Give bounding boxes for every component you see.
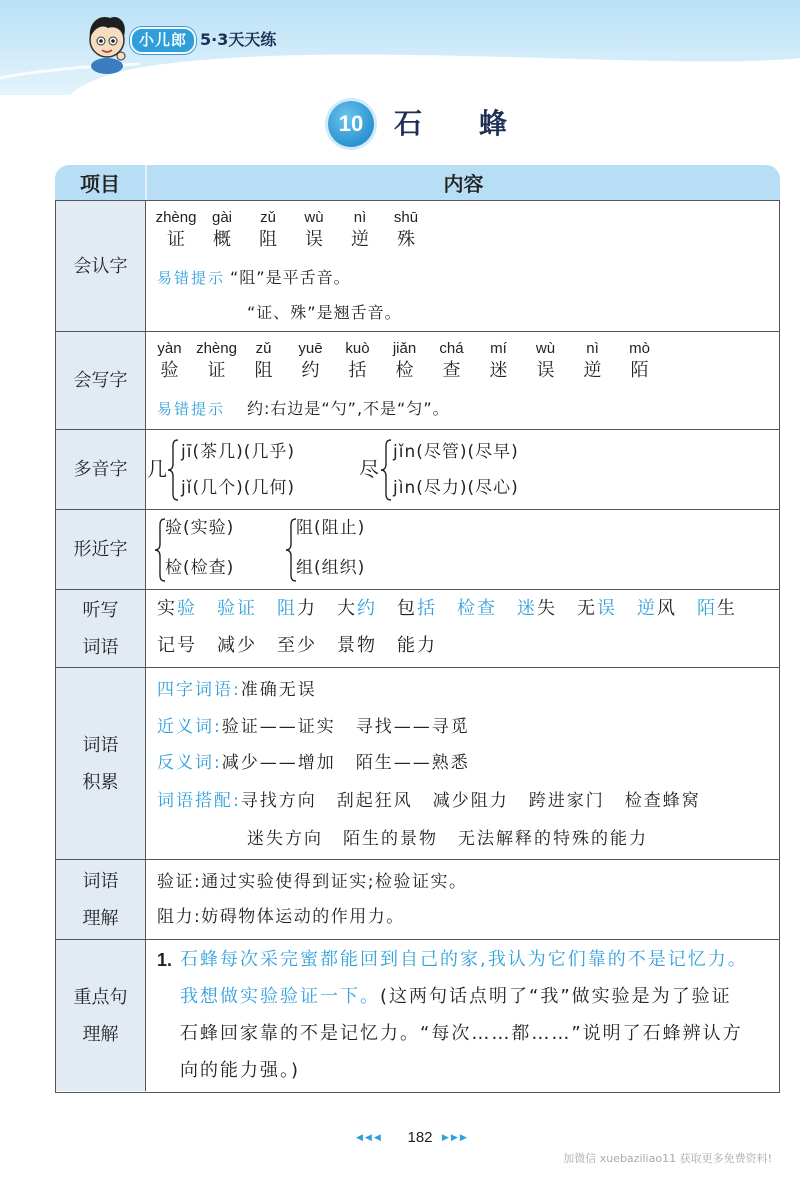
- tip-text: 约:右边是“勺”,不是“匀”。: [247, 399, 450, 418]
- char-unit: [381, 340, 428, 384]
- word-segment: 包: [397, 598, 417, 619]
- character: 检: [395, 360, 414, 381]
- row-label-text: 积累: [82, 771, 119, 793]
- series-title: 5·3天天练: [200, 30, 277, 49]
- phrase: 迷失方向: [247, 829, 323, 849]
- character: 阻: [254, 360, 273, 381]
- character: 殊: [397, 229, 415, 250]
- phrase: 减少阻力: [432, 791, 509, 811]
- row-label-text: 会写字: [73, 370, 128, 391]
- row-label-text: 听写: [82, 599, 119, 621]
- tip-label: 易错提示: [157, 400, 226, 418]
- table-row: [56, 201, 779, 332]
- row-label: [56, 590, 146, 667]
- category-label: 四字词语:: [157, 680, 241, 700]
- word-segment: 阻: [277, 598, 297, 619]
- word-segment: 约: [357, 598, 377, 619]
- curly-brace-icon: [380, 439, 392, 501]
- pinyin-character-list: [146, 340, 663, 384]
- dictation-word: [637, 597, 677, 621]
- row-content: [146, 332, 779, 429]
- char-unit: [245, 209, 291, 253]
- pinyin: mí: [490, 340, 507, 357]
- row-label: [56, 201, 146, 331]
- reading-line: jìn(尽力)(尽心): [393, 478, 519, 498]
- row-content: [146, 668, 779, 859]
- pinyin: nì: [586, 340, 599, 357]
- pinyin: zǔ: [260, 209, 276, 226]
- word-segment: 大: [337, 598, 357, 619]
- word-segment: 力: [297, 598, 317, 619]
- char-unit: [522, 340, 569, 384]
- character: 误: [536, 360, 555, 381]
- row-label: [56, 332, 146, 429]
- row-label-text: 重点句: [73, 986, 128, 1008]
- character: 证: [207, 360, 226, 381]
- sentence-line: [180, 985, 732, 1009]
- dictation-word: [157, 634, 197, 658]
- row-label: [56, 430, 146, 509]
- row-label-text: 理解: [82, 907, 119, 929]
- char-unit: [291, 209, 337, 253]
- pinyin: zhèng: [155, 209, 197, 226]
- dictation-word: [397, 634, 437, 658]
- word-segment: 检查: [457, 598, 497, 619]
- pinyin: wù: [535, 340, 556, 357]
- accumulation-line: [157, 751, 490, 775]
- pinyin: nì: [353, 209, 367, 226]
- word-segment: 括: [417, 598, 437, 619]
- word-segment: 能力: [397, 635, 437, 656]
- char-unit: [199, 209, 245, 253]
- dictation-word: [337, 634, 377, 658]
- definition-line: 验证:通过实验使得到证实;检验证实。: [157, 872, 468, 892]
- word-segment: 风: [657, 598, 677, 619]
- dictation-word: [697, 597, 737, 621]
- left-arrows-icon: ◀◀◀: [356, 1133, 383, 1143]
- sentence-line: [180, 948, 748, 972]
- character: 逆: [583, 360, 602, 381]
- lesson-table: [55, 165, 780, 1093]
- phrase: 减少——增加: [221, 753, 336, 773]
- phrase: 陌生——熟悉: [355, 753, 470, 773]
- reading-line: jī(茶几)(几乎): [181, 442, 295, 462]
- pinyin: wù: [304, 209, 324, 226]
- pinyin: kuò: [345, 340, 370, 357]
- accumulation-line: [157, 678, 337, 702]
- row-content: [146, 510, 779, 589]
- dictation-word: [217, 597, 257, 621]
- similar-char-line: 阻(阻止): [296, 518, 366, 538]
- row-label-text: 理解: [82, 1023, 119, 1045]
- character: 概: [213, 229, 231, 250]
- character: 查: [442, 360, 461, 381]
- pinyin-character-list: [153, 209, 429, 253]
- row-content: [146, 430, 779, 509]
- sentence-line: [180, 1059, 300, 1083]
- char-unit: [383, 209, 429, 253]
- char-unit: [337, 209, 383, 253]
- char-unit: [146, 340, 193, 384]
- table-row: [56, 860, 779, 940]
- row-label-text: 词语: [82, 870, 119, 892]
- reading-line: jǐ(几个)(几何): [181, 478, 295, 498]
- char-unit: [428, 340, 475, 384]
- char-unit: [193, 340, 240, 384]
- word-segment: 减少: [217, 635, 257, 656]
- word-segment: 验证: [217, 598, 257, 619]
- word-segment: 景物: [337, 635, 377, 656]
- phrase: 刮起狂风: [336, 791, 413, 811]
- accumulation-line: [157, 789, 721, 813]
- pinyin: yàn: [157, 340, 182, 357]
- tip-text: “阻”是平舌音。: [230, 268, 351, 287]
- row-label: [56, 940, 146, 1091]
- right-arrows-icon: ▶▶▶: [442, 1133, 469, 1143]
- row-label-text: 会认字: [73, 255, 128, 277]
- dictation-word: [217, 634, 257, 658]
- lesson-number-badge: 10: [328, 101, 374, 147]
- reading-line: jǐn(尽管)(尽早): [393, 442, 519, 462]
- tip-text: “证、殊”是翘舌音。: [247, 303, 402, 322]
- pinyin: yuē: [298, 340, 323, 357]
- watermark-text: 加微信 xuebaziliao11 获取更多免费资料!: [563, 1152, 772, 1165]
- phrase: 跨进家门: [528, 791, 605, 811]
- character: 括: [348, 360, 367, 381]
- word-segment: 生: [717, 598, 737, 619]
- pinyin: chá: [439, 340, 464, 357]
- curly-brace-icon: [167, 439, 179, 501]
- pinyin: zǔ: [255, 340, 272, 357]
- similar-char-line: 检(检查): [165, 558, 235, 578]
- character: 约: [301, 360, 320, 381]
- table-row: [56, 940, 779, 1091]
- dictation-word: [457, 597, 497, 621]
- word-segment: 实: [157, 598, 177, 619]
- table-row: [56, 332, 779, 430]
- row-content: [146, 590, 779, 667]
- sentence-segment: (这两句话点明了“我”做实验是为了验证: [380, 986, 732, 1007]
- row-content: [146, 201, 779, 331]
- row-label: [56, 860, 146, 939]
- character: 误: [305, 229, 323, 250]
- lesson-title-char: 蜂: [479, 107, 508, 140]
- char-unit: [287, 340, 334, 384]
- sentence-segment: 我想做实验验证一下。: [180, 986, 380, 1007]
- pinyin: zhèng: [196, 340, 237, 357]
- char-unit: [475, 340, 522, 384]
- character: 迷: [489, 360, 508, 381]
- word-segment: 失: [537, 598, 557, 619]
- dictation-word: [397, 597, 437, 621]
- dictation-word: [337, 597, 377, 621]
- phrase: 准确无误: [240, 680, 317, 700]
- character: 陌: [630, 360, 649, 381]
- table-body: [55, 200, 780, 1093]
- pinyin: mò: [629, 340, 650, 357]
- sentence-segment: 石蜂回家靠的不是记忆力。“每次……都……”说明了石蜂辨认方: [180, 1023, 743, 1044]
- column-header-content: 内容: [145, 165, 780, 200]
- phrase: 寻找——寻觅: [355, 717, 470, 737]
- char-unit: [153, 209, 199, 253]
- column-header-item: 项目: [80, 172, 120, 196]
- phrase: 验证——证实: [221, 717, 336, 737]
- brand-logo: 小儿郎: [130, 27, 196, 54]
- word-segment: 陌: [697, 598, 717, 619]
- table-row: [56, 668, 779, 860]
- similar-char-line: 验(实验): [165, 518, 235, 538]
- row-label-text: 形近字: [73, 539, 128, 560]
- accumulation-line: [247, 827, 668, 851]
- dictation-line: [157, 597, 757, 621]
- word-segment: 至少: [277, 635, 317, 656]
- word-segment: 无: [577, 598, 597, 619]
- definition-line: 阻力:妨碍物体运动的作用力。: [157, 907, 405, 927]
- character: 阻: [259, 229, 277, 250]
- sentence-segment: 石蜂每次采完蜜都能回到自己的家,我认为它们靠的不是记忆力。: [180, 949, 748, 970]
- phrase: 检查蜂窝: [624, 791, 701, 811]
- char-unit: [334, 340, 381, 384]
- row-content: [146, 860, 779, 939]
- phrase: 陌生的景物: [343, 829, 438, 849]
- category-label: 词语搭配:: [157, 791, 241, 811]
- character: 逆: [351, 229, 369, 250]
- polyphone-char: 几: [147, 457, 167, 481]
- dictation-word: [577, 597, 617, 621]
- sentence-line: [180, 1022, 743, 1046]
- table-row: [56, 430, 779, 510]
- row-label: [56, 668, 146, 859]
- item-number: 1.: [157, 950, 173, 970]
- polyphone-char: 尽: [359, 457, 379, 481]
- mascot-boy-icon: [80, 10, 134, 74]
- category-label: 近义词:: [157, 717, 222, 737]
- dictation-line: [157, 634, 457, 658]
- row-label-text: 词语: [82, 636, 119, 658]
- row-label-text: 词语: [82, 734, 119, 756]
- pinyin: shū: [393, 209, 419, 226]
- sentence-segment: 向的能力强。): [180, 1060, 301, 1081]
- character: 验: [160, 360, 179, 381]
- char-unit: [616, 340, 663, 384]
- pinyin: jiǎn: [392, 340, 417, 357]
- pinyin: gài: [211, 209, 233, 226]
- word-segment: 逆: [637, 598, 657, 619]
- similar-char-line: 组(组织): [296, 558, 366, 578]
- table-row: [56, 590, 779, 668]
- lesson-title-char: 石: [394, 107, 423, 140]
- word-segment: 迷: [517, 598, 537, 619]
- table-header: [55, 165, 780, 200]
- dictation-word: [277, 597, 317, 621]
- page-number: 182: [407, 1129, 433, 1146]
- tip-label: 易错提示: [157, 269, 226, 287]
- dictation-word: [517, 597, 557, 621]
- row-content: [146, 940, 779, 1091]
- row-label: [56, 510, 146, 589]
- word-segment: 记号: [157, 635, 197, 656]
- word-segment: 验: [177, 598, 197, 619]
- category-label: 反义词:: [157, 753, 222, 773]
- accumulation-line: [157, 715, 490, 739]
- table-row: [56, 510, 779, 590]
- word-segment: 误: [597, 598, 617, 619]
- phrase: 寻找方向: [240, 791, 317, 811]
- dictation-word: [277, 634, 317, 658]
- character: 证: [167, 229, 185, 250]
- phrase: 无法解释的特殊的能力: [458, 829, 648, 849]
- dictation-word: [157, 597, 197, 621]
- row-label-text: 多音字: [73, 459, 128, 480]
- char-unit: [569, 340, 616, 384]
- char-unit: [240, 340, 287, 384]
